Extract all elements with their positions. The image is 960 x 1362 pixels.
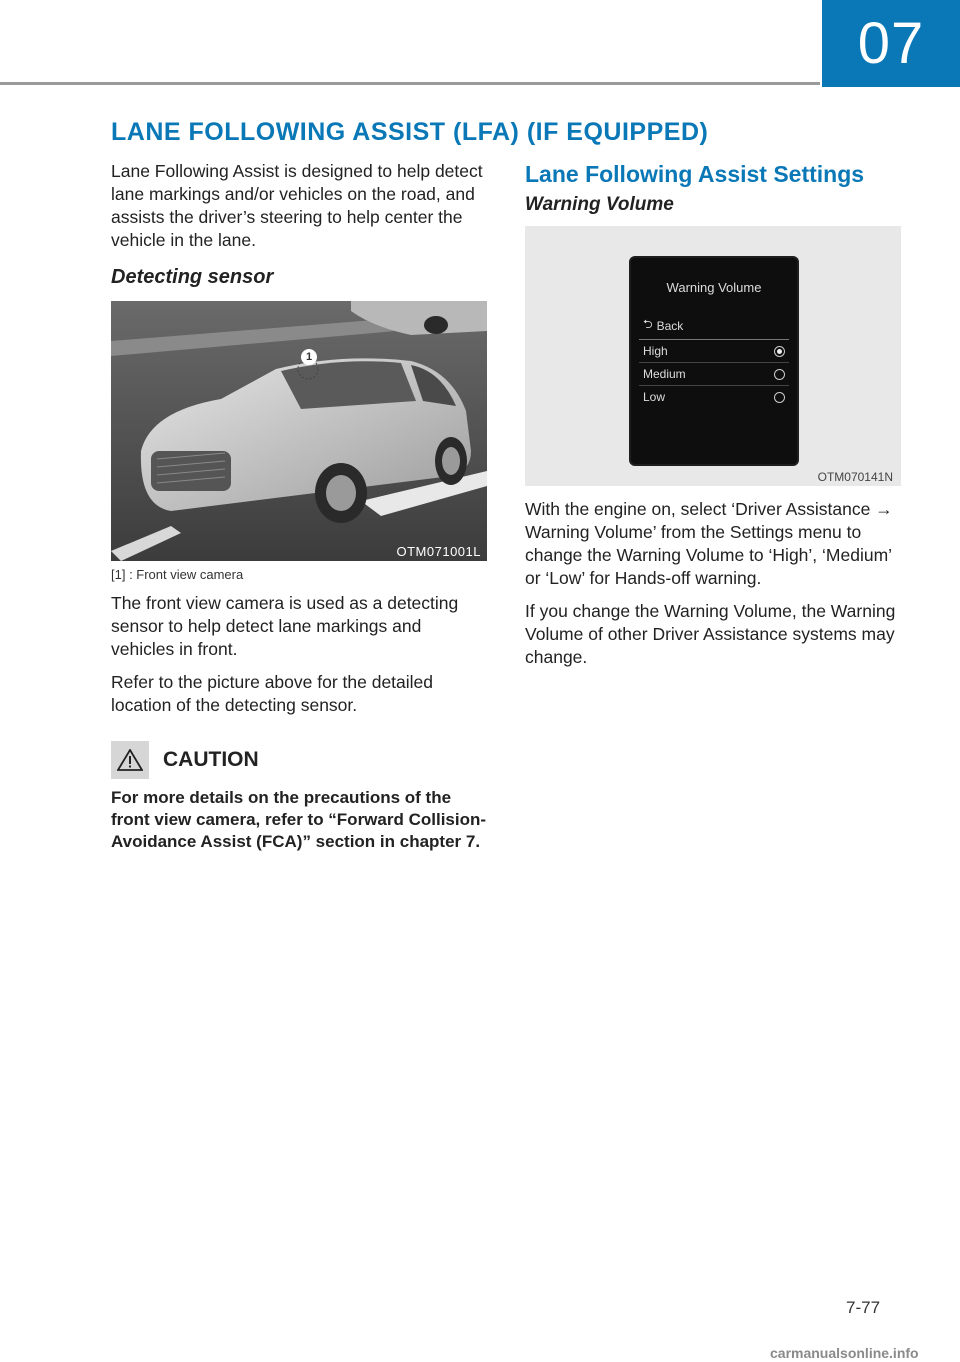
left-column xyxy=(111,160,489,853)
vehicle-illustration xyxy=(111,301,487,561)
settings-heading: Lane Following Assist Settings xyxy=(525,161,865,187)
header-rule xyxy=(0,82,820,85)
watermark: carmanualsonline.info xyxy=(770,1345,919,1361)
caution-text: For more details on the precautions of the front view camera, refer to “Forward Collision-Avoidance Assist (FCA)” section in chapter 7. xyxy=(111,788,487,851)
section-title: LANE FOLLOWING ASSIST (LFA) (IF EQUIPPED) xyxy=(111,118,709,146)
caution-block xyxy=(111,741,489,853)
detecting-sensor-heading: Detecting sensor xyxy=(111,266,274,288)
location-paragraph: Refer to the picture above for the detailed location of the detecting sensor. xyxy=(111,672,434,715)
back-label: Back xyxy=(656,318,684,333)
camera-callout: 1 xyxy=(301,349,317,365)
option-high[interactable] xyxy=(639,340,789,363)
warning-triangle-icon xyxy=(111,741,149,779)
screen-title: Warning Volume xyxy=(666,280,762,295)
intro-paragraph: Lane Following Assist is designed to help detect lane markings and/or vehicles on the road, and assists the driver’s steering to help center the vehicle in the lane. xyxy=(111,161,483,250)
back-arrow-icon: ⮌ xyxy=(643,317,653,331)
settings-paragraph: With the engine on, select ‘Driver Assistance → Warning Volume’ from the Settings menu to change the Warning Volume to ‘High’, ‘Medium’ or ‘Low’ for Hands-off warning. xyxy=(525,499,893,588)
chapter-tab: 07 xyxy=(822,0,960,87)
vehicle-figure xyxy=(111,301,487,561)
warning-volume-figure xyxy=(525,226,901,486)
warning-volume-heading: Warning Volume xyxy=(525,194,674,215)
option-label: Low xyxy=(643,390,666,404)
change-paragraph: If you change the Warning Volume, the Warning Volume of other Driver Assistance systems may change. xyxy=(525,601,896,667)
radio-empty-icon xyxy=(774,392,785,403)
figure-code: OTM070141N xyxy=(817,470,893,484)
right-column xyxy=(525,160,903,679)
caution-title: CAUTION xyxy=(163,748,259,771)
option-medium[interactable] xyxy=(639,363,789,386)
figure-code: OTM071001L xyxy=(396,544,481,559)
page-number: 7-77 xyxy=(846,1298,881,1317)
radio-empty-icon xyxy=(774,369,785,380)
back-button[interactable] xyxy=(639,315,789,340)
sensor-paragraph: The front view camera is used as a detecting sensor to help detect lane markings and vehicles in front. xyxy=(111,593,459,659)
figure-caption: [1] : Front view camera xyxy=(111,567,244,582)
option-low[interactable] xyxy=(639,386,789,408)
option-label: Medium xyxy=(643,367,686,381)
option-label: High xyxy=(643,344,668,358)
display-screen xyxy=(629,256,799,466)
radio-selected-icon xyxy=(774,346,785,357)
